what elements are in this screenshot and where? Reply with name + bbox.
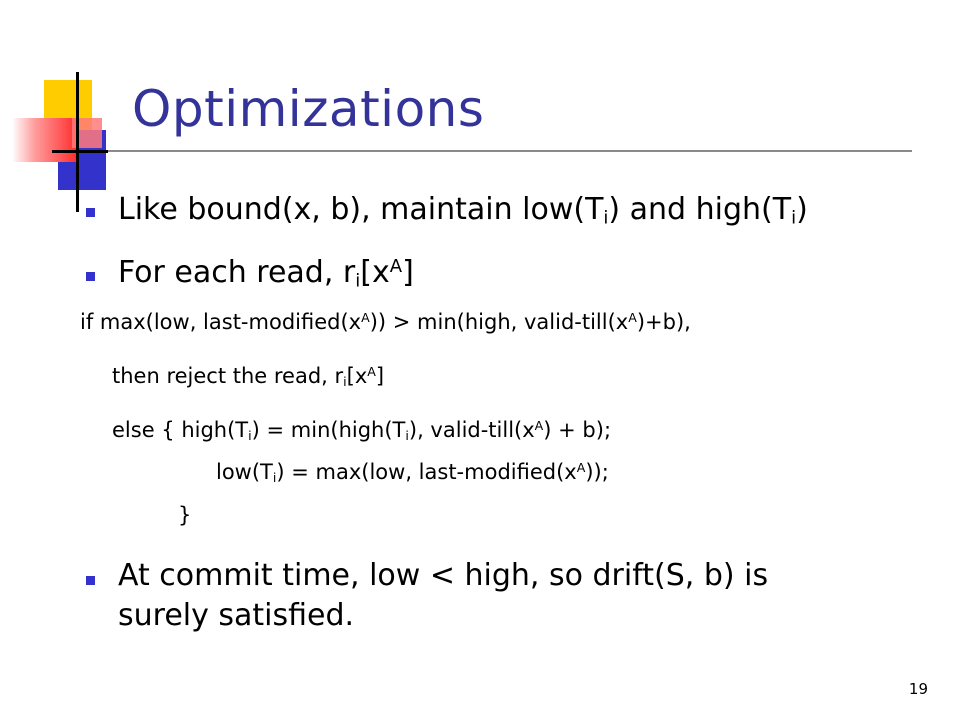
text-run: )); <box>585 460 609 484</box>
text-run: [x <box>360 255 390 290</box>
text-run: ] <box>375 364 385 388</box>
decor-vertical-line <box>76 72 79 212</box>
bullet-text-3-line-1: At commit time, low < high, so drift(S, b) is <box>118 558 769 593</box>
superscript: A <box>367 364 376 380</box>
text-run: else { high(T <box>112 418 249 442</box>
bullet-text-2 <box>118 255 414 292</box>
subscript: i <box>343 374 347 390</box>
subscript: i <box>248 428 252 444</box>
decor-red-square <box>12 118 78 162</box>
bullet-text-1 <box>118 192 808 229</box>
bullet-marker <box>86 208 95 217</box>
decor-horizontal-line <box>52 150 108 153</box>
text-run: For each read, r <box>118 255 356 290</box>
text-run: ) and high(T <box>608 192 792 227</box>
text-run: )) > min(high, valid-till(x <box>369 310 629 334</box>
text-run: ) = max(low, last-modified(x <box>276 460 577 484</box>
text-run: if max(low, last-modified(x <box>80 310 362 334</box>
superscript: A <box>361 310 370 326</box>
page-number: 19 <box>908 680 928 698</box>
superscript: A <box>576 460 586 476</box>
superscript: A <box>628 310 637 326</box>
text-run: ) <box>796 192 808 227</box>
bullet-marker <box>86 272 95 281</box>
bullet-text-3-line-2: surely satisfied. <box>118 598 355 633</box>
text-run: ) + b); <box>543 418 612 442</box>
code-line-4 <box>216 460 609 485</box>
text-run: ) = min(high(T <box>251 418 406 442</box>
subscript: i <box>355 270 361 292</box>
superscript: A <box>534 418 544 434</box>
bullet-marker <box>86 576 95 585</box>
slide-title: Optimizations <box>132 80 485 138</box>
subscript: i <box>791 207 797 229</box>
code-line-1 <box>80 310 691 334</box>
text-run: then reject the read, r <box>112 364 344 388</box>
text-run: ] <box>402 255 414 290</box>
subscript: i <box>603 207 609 229</box>
text-run: ), valid-till(x <box>408 418 535 442</box>
subscript: i <box>272 470 277 486</box>
superscript: A <box>389 256 403 278</box>
text-run: [x <box>346 364 368 388</box>
code-line-5: } <box>178 503 192 527</box>
code-line-2 <box>112 364 384 389</box>
code-line-3 <box>112 418 611 443</box>
text-run: )+b), <box>636 310 691 334</box>
subscript: i <box>405 428 409 444</box>
title-underline <box>52 150 912 152</box>
text-run: Like bound(x, b), maintain low(T <box>118 192 604 227</box>
text-run: low(T <box>216 460 273 484</box>
